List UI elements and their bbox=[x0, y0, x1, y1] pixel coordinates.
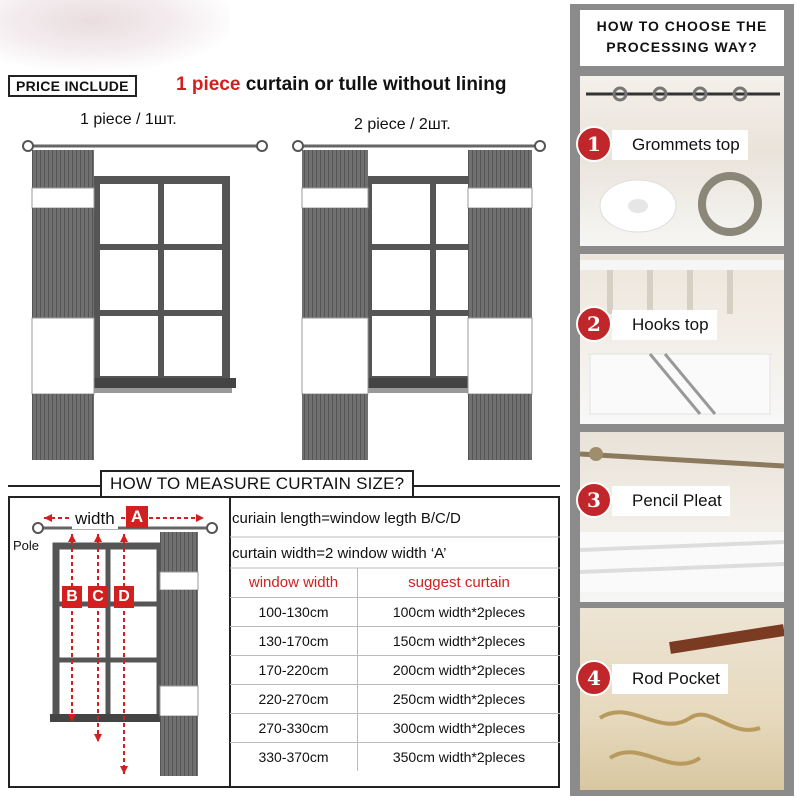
suggest-curtain-cell: 350cm width*2pleces bbox=[392, 749, 526, 765]
size-table bbox=[230, 568, 560, 771]
table-row bbox=[230, 742, 560, 771]
header-suggest-curtain: suggest curtain bbox=[408, 574, 510, 591]
suggest-curtain-cell: 250cm width*2pleces bbox=[392, 691, 526, 707]
price-highlight: 1 piece bbox=[176, 74, 241, 95]
width-label: width bbox=[72, 509, 118, 529]
width-letter-badge: A bbox=[126, 506, 148, 528]
table-row bbox=[230, 655, 560, 684]
formula-width: curtain width=2 window width ‘A’ bbox=[232, 545, 447, 562]
option-card-pencil-pleat bbox=[580, 432, 784, 602]
processing-sidebar bbox=[570, 4, 794, 796]
window-width-cell: 130-170cm bbox=[230, 627, 358, 655]
option-number-2: 2 bbox=[576, 306, 612, 342]
option-card-rod-pocket bbox=[580, 608, 784, 790]
suggest-curtain-cell: 150cm width*2pleces bbox=[392, 633, 526, 649]
option-number-3: 3 bbox=[576, 482, 612, 518]
grommets-illustration bbox=[580, 76, 784, 246]
window-width-cell: 270-330cm bbox=[230, 714, 358, 742]
price-rest: curtain or tulle without lining bbox=[240, 74, 507, 95]
price-include-badge: PRICE INCLUDE bbox=[8, 75, 137, 97]
one-piece-label: 1 piece / 1шт. bbox=[80, 111, 177, 128]
option-label-grommets: Grommets top bbox=[612, 130, 748, 160]
letter-badge-d: D bbox=[114, 586, 134, 608]
two-piece-label: 2 piece / 2шт. bbox=[354, 116, 451, 133]
table-row bbox=[230, 684, 560, 713]
table-row bbox=[230, 626, 560, 655]
window-width-cell: 100-130cm bbox=[230, 598, 358, 626]
option-label-pencil-pleat: Pencil Pleat bbox=[612, 486, 730, 516]
pole-label: Pole bbox=[13, 538, 40, 553]
option-number-1: 1 bbox=[576, 126, 612, 162]
window-width-cell: 330-370cm bbox=[230, 743, 358, 771]
letter-badge-b: B bbox=[62, 586, 82, 608]
option-label-hooks: Hooks top bbox=[612, 310, 717, 340]
sidebar-title: HOW TO CHOOSE THE PROCESSING WAY? bbox=[580, 10, 784, 66]
window-width-cell: 170-220cm bbox=[230, 656, 358, 684]
letter-badge-c: C bbox=[88, 586, 108, 608]
size-table-header bbox=[230, 568, 560, 597]
suggest-curtain-cell: 200cm width*2pleces bbox=[392, 662, 526, 678]
formula-length: curiain length=window legth B/C/D bbox=[232, 510, 461, 527]
option-number-4: 4 bbox=[576, 660, 612, 696]
option-card-grommets bbox=[580, 76, 784, 246]
table-row bbox=[230, 597, 560, 626]
table-row bbox=[230, 713, 560, 742]
rod-pocket-illustration bbox=[580, 608, 784, 790]
suggest-curtain-cell: 100cm width*2pleces bbox=[392, 604, 526, 620]
window-width-cell: 220-270cm bbox=[230, 685, 358, 713]
header-window-width: window width bbox=[230, 568, 358, 597]
suggest-curtain-cell: 300cm width*2pleces bbox=[392, 720, 526, 736]
measure-section-title: HOW TO MEASURE CURTAIN SIZE? bbox=[100, 470, 414, 498]
option-label-rod-pocket: Rod Pocket bbox=[612, 664, 728, 694]
pencil-pleat-illustration bbox=[580, 432, 784, 602]
